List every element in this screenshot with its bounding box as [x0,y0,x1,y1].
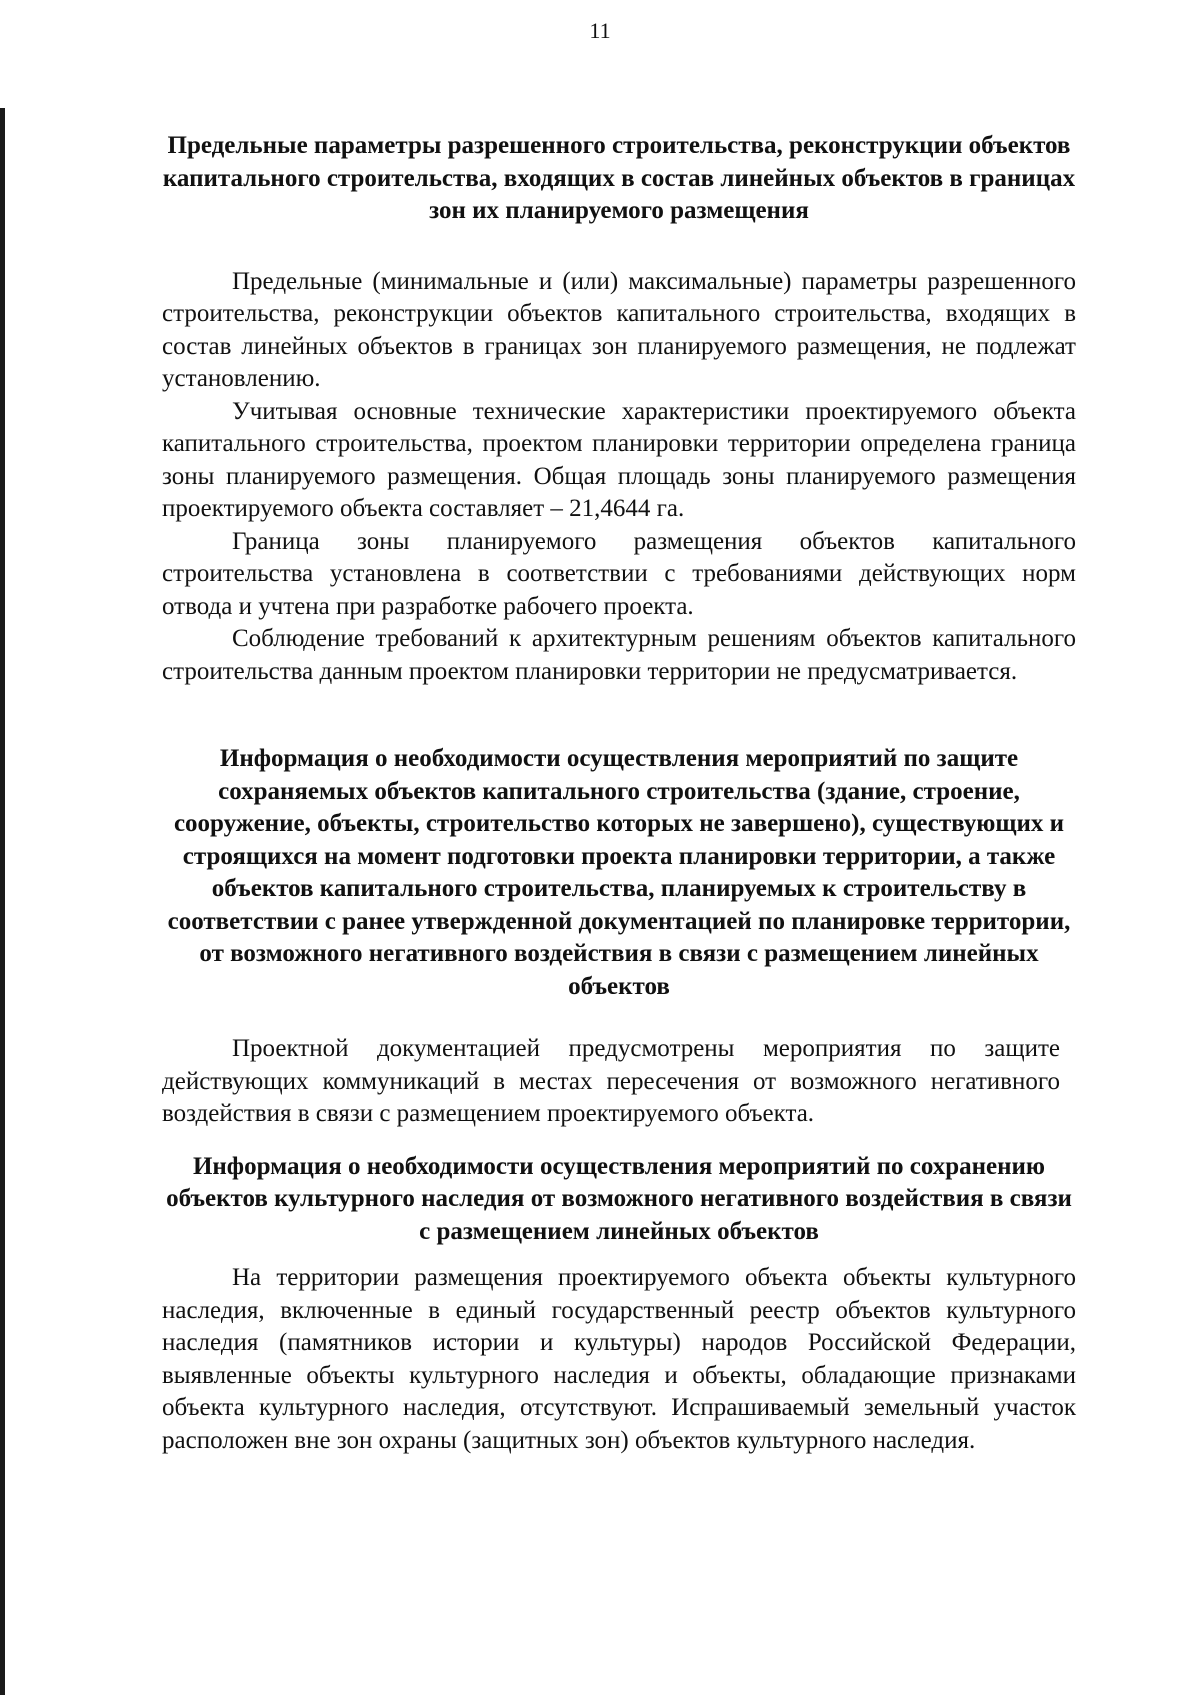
section-cultural-heritage [162,1151,1076,1458]
section-building-parameters [162,130,1076,688]
page-number: 11 [589,18,611,43]
paragraph: Предельные (минимальные и (или) максимальные) параметры разрешенного строительства, реконструкции объектов капитального строительства, входящих в состав линейных объектов в границах зон планируемого размещения, не подлежат установлению. [162,267,1076,392]
scan-edge-shadow [0,108,5,1695]
section-heading: Предельные параметры разрешенного строительства, реконструкции объектов капитального строительства, входящих в состав линейных объектов в границах зон их планируемого размещения [162,132,1076,224]
section-heading: Информация о необходимости осуществления мероприятий по сохранению объектов культурного наследия от возможного негативного воздействия в связи с размещением линейных объектов [166,1152,1072,1245]
paragraph: Проектной документацией предусмотрены мероприятия по защите действующих коммуникаций в местах пересечения от возможного негативного воздействия в связи с размещением проектируемого объекта. [162,1035,1060,1127]
paragraph: Соблюдение требований к архитектурным решениям объектов капитального строительства данным проектом планировки территории не предусматривается. [162,625,1076,685]
section-protection-measures [162,743,1076,1131]
section-body [162,1033,1060,1131]
section-body [162,1262,1076,1457]
section-body [162,266,1076,689]
paragraph: Граница зоны планируемого размещения объектов капитального строительства установлена в соответствии с требованиями действующих норм отвода и учтена при разработке рабочего проекта. [162,527,1076,620]
paragraph: На территории размещения проектируемого объекта объекты культурного наследия, включенные в единый государственный реестр объектов культурного наследия (памятников истории и культуры) народов Российской Федерации, выявленные объекты культурного наследия и объекты, обладающие признаками объекта культурного наследия, отсутствуют. Испрашиваемый земельный участок расположен вне зон охраны (защитных зон) объектов культурного наследия. [162,1264,1076,1454]
paragraph: Учитывая основные технические характеристики проектируемого объекта капитального строительства, проектом планировки территории определена граница зоны планируемого размещения. Общая площадь зоны планируемого размещения проектируемого объекта составляет – 21,4644 га. [162,397,1076,522]
document-body [162,130,1076,1457]
section-heading: Информация о необходимости осуществления мероприятий по защите сохраняемых объектов капитального строительства (здание, строение, сооружение, объекты, строительство которых не завершено), существующих и строящихся на момент подготовки проекта планировки территории, а также объектов капитального строительства, планируемых к строительству в соответствии с ранее утвержденной документацией по планировке территории, от возможного негативного воздействия в связи с размещением линейных объектов [167,745,1071,1000]
